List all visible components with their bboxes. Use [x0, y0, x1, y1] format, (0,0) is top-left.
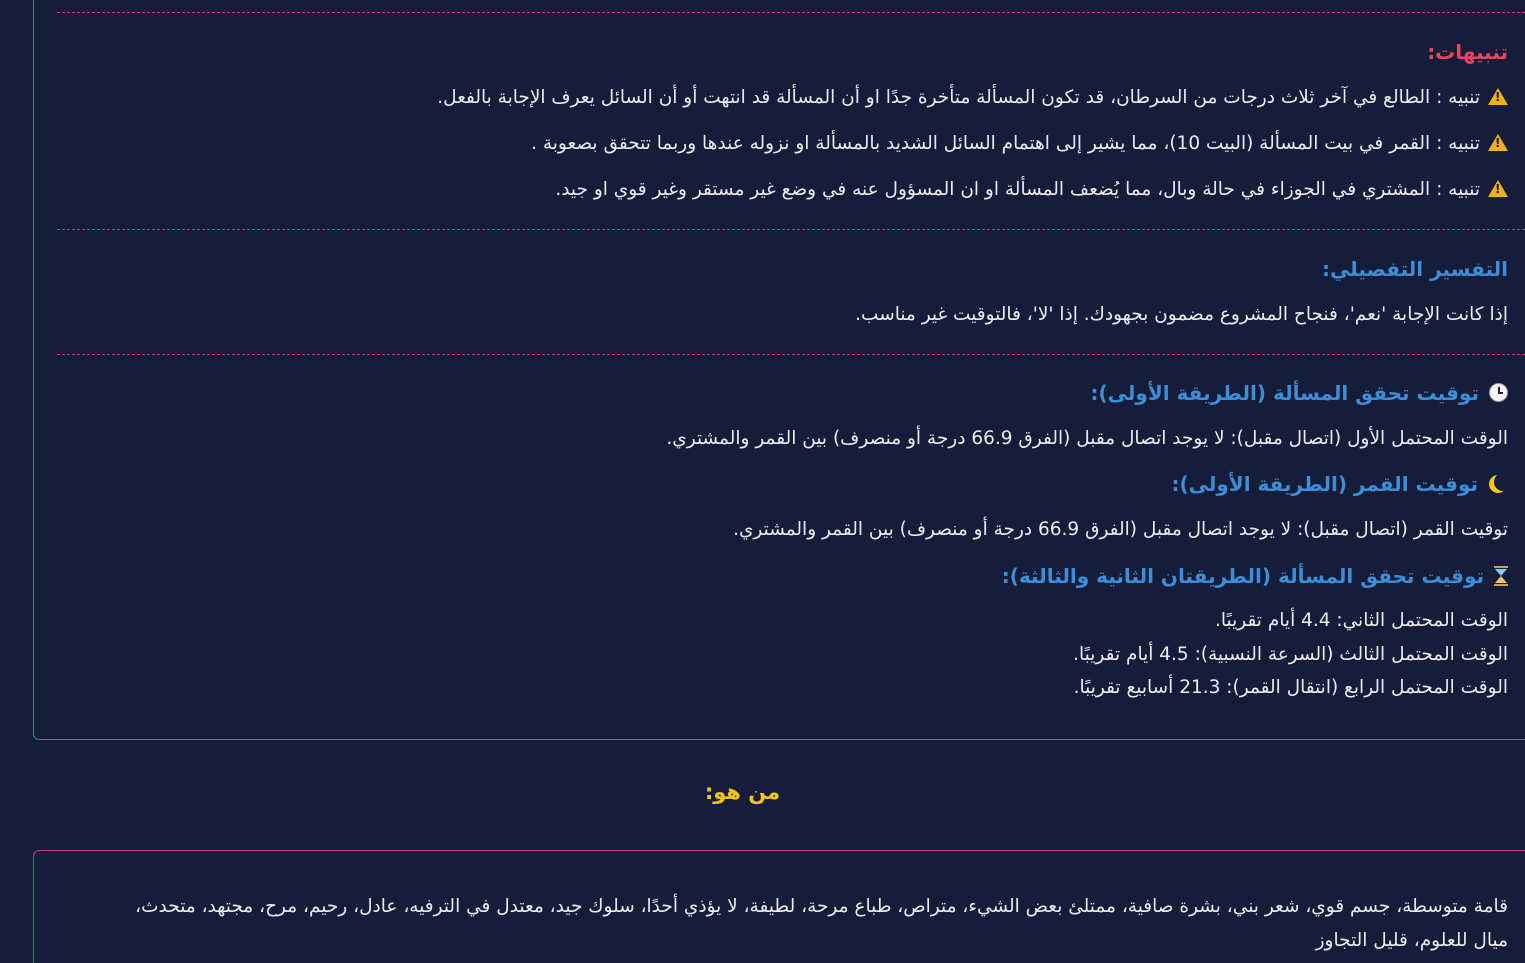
hourglass-icon [1494, 566, 1508, 586]
timing23-line: الوقت المحتمل الرابع (انتقال القمر): 21.3 أسابيع تقريبًا. [1073, 677, 1508, 698]
section-separator [57, 354, 1525, 355]
crescent-moon-icon [1494, 473, 1512, 491]
who-heading-row [0, 780, 1525, 804]
warning-icon [1488, 180, 1508, 197]
warning-item [40, 133, 1508, 154]
who-heading: من هو: [704, 780, 781, 804]
timing23-heading-row [40, 564, 1508, 588]
section-separator [57, 12, 1525, 13]
timing1-heading: توقيت تحقق المسألة (الطريقة الأولى): [1090, 381, 1479, 405]
section-separator [57, 229, 1525, 230]
timing23-line: الوقت المحتمل الثالث (السرعة النسبية): 4.5 أيام تقريبًا. [1073, 644, 1508, 665]
clock-icon [1489, 383, 1508, 402]
timing1-heading-row [40, 381, 1508, 405]
warning-text: تنبيه : القمر في بيت المسألة (البيت 10)، مما يشير إلى اهتمام السائل الشديد بالمسألة او نزوله عندها وربما تتحقق بصعوبة . [531, 133, 1480, 154]
detail-text: إذا كانت الإجابة 'نعم'، فنجاح المشروع مضمون بجهودك. إذا 'لا'، فالتوقيت غير مناسب. [855, 304, 1508, 325]
timing23-line: الوقت المحتمل الثاني: 4.4 أيام تقريبًا. [1214, 610, 1508, 631]
warnings-heading: تنبيهات: [1427, 40, 1508, 64]
warning-text: تنبيه : الطالع في آخر ثلاث درجات من السرطان، قد تكون المسألة متأخرة جدًا او أن المسألة قد انتهت أو أن السائل يعرف الإجابة بالفعل. [437, 87, 1480, 108]
detail-heading: التفسير التفصيلي: [1321, 257, 1508, 281]
warning-text: تنبيه : المشتري في الجوزاء في حالة وبال، مما يُضعف المسألة او ان المسؤول عنه في وضع غير مستقر وغير قوي او جيد. [555, 179, 1480, 200]
moon-timing-heading: توقيت القمر (الطريقة الأولى): [1171, 472, 1478, 496]
moon-timing-heading-row [40, 472, 1508, 496]
warning-item [40, 87, 1508, 108]
warning-item [40, 179, 1508, 200]
timing23-heading: توقيت تحقق المسألة (الطريقتان الثانية والثالثة): [1001, 564, 1484, 588]
timing1-text: الوقت المحتمل الأول (اتصال مقبل): لا يوجد اتصال مقبل (الفرق 66.9 درجة أو منصرف) بين القمر والمشتري. [666, 428, 1508, 449]
who-description: قامة متوسطة، جسم قوي، شعر بني، بشرة صافية، ممتلئ بعض الشيء، متراص، طباع مرحة، لطيفة، لا يؤذي أحدًا، سلوك جيد، معتدل في الترفيه، عادل، رحيم، مرح، مجتهد، متحدث، ميال للعلوم، قليل التجاوز [135, 896, 1508, 951]
moon-timing-text: توقيت القمر (اتصال مقبل): لا يوجد اتصال مقبل (الفرق 66.9 درجة أو منصرف) بين القمر والمشتري. [733, 519, 1508, 540]
warning-icon [1488, 134, 1508, 151]
warning-icon [1488, 88, 1508, 105]
